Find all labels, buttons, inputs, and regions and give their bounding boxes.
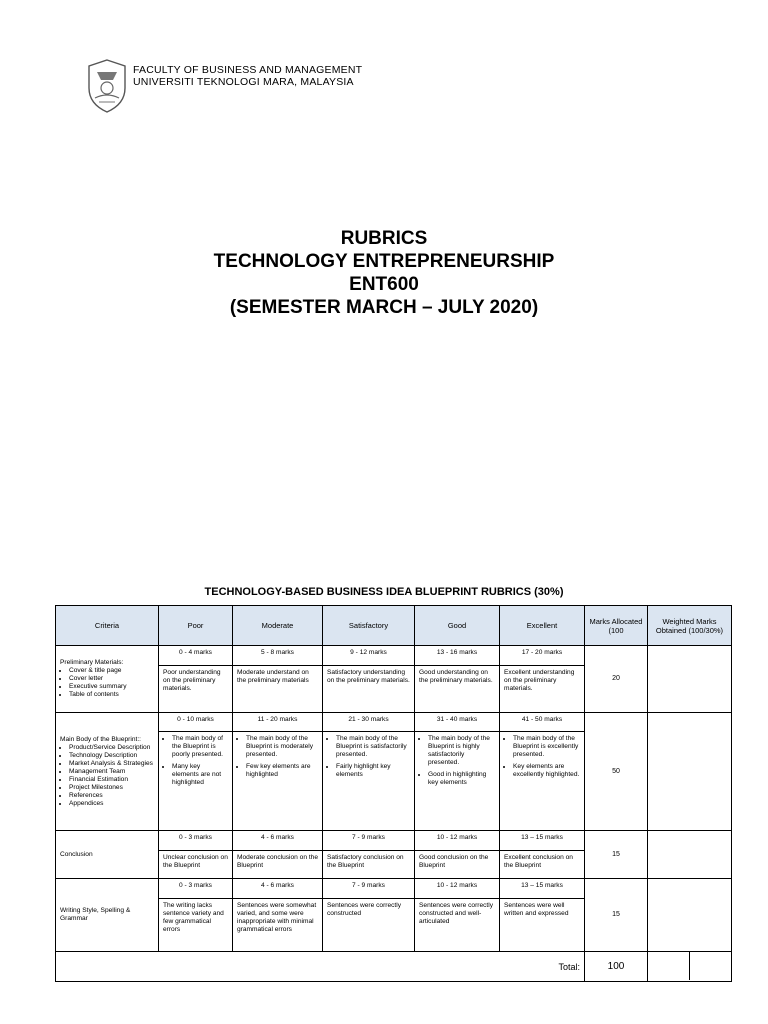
range-cell: 13 - 16 marks bbox=[415, 646, 500, 666]
criteria-main-body: Main Body of the Blueprint:: • Product/Service Description • Technology Description • Market Analysis & Strategies • Management Team • Financial Estimation • Project Milestones • References • Appendices bbox=[56, 713, 159, 831]
weighted-marks-cell bbox=[648, 713, 732, 831]
description-cell: The writing lacks sentence variety and few grammatical errors bbox=[159, 899, 233, 952]
total-value: 100 bbox=[585, 952, 648, 982]
rubric-table bbox=[55, 605, 732, 982]
criteria-writing-style: Writing Style, Spelling & Grammar bbox=[56, 879, 159, 952]
header-satisfactory: Satisfactory bbox=[323, 606, 415, 646]
header-poor: Poor bbox=[159, 606, 233, 646]
description-cell: • The main body of the Blueprint is highly satisfactorily presented. • Good in highlighting key elements bbox=[415, 732, 500, 831]
weighted-marks-cell bbox=[648, 831, 732, 879]
weighted-marks-cell bbox=[648, 646, 732, 713]
header-weighted-marks: Weighted Marks Obtained (100/30%) bbox=[648, 606, 732, 646]
description-cell: • The main body of the Blueprint is satisfactorily presented. • Fairly highlight key elements bbox=[323, 732, 415, 831]
marks-allocated: 20 bbox=[585, 646, 648, 713]
description-cell: Moderate understand on the preliminary materials bbox=[233, 666, 323, 713]
title-line-2: TECHNOLOGY ENTREPRENEURSHIP bbox=[213, 251, 555, 272]
range-cell: 5 - 8 marks bbox=[233, 646, 323, 666]
description-cell: Good understanding on the preliminary materials. bbox=[415, 666, 500, 713]
university-name: UNIVERSITI TEKNOLOGI MARA, MALAYSIA bbox=[133, 76, 354, 88]
description-cell: Moderate conclusion on the Blueprint bbox=[233, 851, 323, 879]
title-line-4: (SEMESTER MARCH – JULY 2020) bbox=[229, 297, 539, 318]
criteria-conclusion: Conclusion bbox=[56, 831, 159, 879]
range-cell: 41 - 50 marks bbox=[500, 713, 585, 732]
range-cell: 4 - 6 marks bbox=[233, 831, 323, 851]
marks-allocated: 50 bbox=[585, 713, 648, 831]
uitm-crest-icon bbox=[85, 58, 129, 114]
header-excellent: Excellent bbox=[500, 606, 585, 646]
range-cell: 7 - 9 marks bbox=[323, 879, 415, 899]
description-cell: Satisfactory understanding on the preliminary materials. bbox=[323, 666, 415, 713]
range-cell: 10 - 12 marks bbox=[415, 879, 500, 899]
description-cell: Satisfactory conclusion on the Blueprint bbox=[323, 851, 415, 879]
range-cell: 31 - 40 marks bbox=[415, 713, 500, 732]
description-cell: Excellent understanding on the preliminary materials. bbox=[500, 666, 585, 713]
total-weighted-cell bbox=[648, 952, 732, 982]
header-marks-allocated: Marks Allocated (100 bbox=[585, 606, 648, 646]
range-cell: 17 - 20 marks bbox=[500, 646, 585, 666]
description-cell: • The main body of the Blueprint is moderately presented. • Few key elements are highlighted bbox=[233, 732, 323, 831]
range-cell: 13 – 15 marks bbox=[500, 879, 585, 899]
range-cell: 13 – 15 marks bbox=[500, 831, 585, 851]
description-cell: Good conclusion on the Blueprint bbox=[415, 851, 500, 879]
range-cell: 0 - 3 marks bbox=[159, 831, 233, 851]
title-line-3: ENT600 bbox=[349, 274, 419, 295]
range-cell: 10 - 12 marks bbox=[415, 831, 500, 851]
weighted-marks-cell bbox=[648, 879, 732, 952]
description-cell: Sentences were correctly constructed and well-articulated bbox=[415, 899, 500, 952]
faculty-name: FACULTY OF BUSINESS AND MANAGEMENT bbox=[133, 64, 363, 76]
description-cell: Poor understanding on the preliminary materials. bbox=[159, 666, 233, 713]
range-cell: 0 - 3 marks bbox=[159, 879, 233, 899]
range-cell: 4 - 6 marks bbox=[233, 879, 323, 899]
description-cell: Unclear conclusion on the Blueprint bbox=[159, 851, 233, 879]
range-cell: 9 - 12 marks bbox=[323, 646, 415, 666]
range-cell: 0 - 4 marks bbox=[159, 646, 233, 666]
header-criteria: Criteria bbox=[56, 606, 159, 646]
description-cell: • The main body of the Blueprint is poorly presented. • Many key elements are not highlighted bbox=[159, 732, 233, 831]
range-cell: 0 - 10 marks bbox=[159, 713, 233, 732]
marks-allocated: 15 bbox=[585, 879, 648, 952]
document-title bbox=[0, 227, 768, 319]
description-cell: • The main body of the Blueprint is excellently presented. • Key elements are excellently highlighted. bbox=[500, 732, 585, 831]
total-weighted-right bbox=[690, 952, 731, 980]
title-line-1: RUBRICS bbox=[340, 228, 428, 249]
header-moderate: Moderate bbox=[233, 606, 323, 646]
marks-allocated: 15 bbox=[585, 831, 648, 879]
description-cell: Sentences were well written and expressed bbox=[500, 899, 585, 952]
header-good: Good bbox=[415, 606, 500, 646]
range-cell: 7 - 9 marks bbox=[323, 831, 415, 851]
criteria-preliminary: Preliminary Materials: • Cover & title page • Cover letter • Executive summary • Table of contents bbox=[56, 646, 159, 713]
description-cell: Sentences were somewhat varied, and some were inappropriate with minimal grammatical errors bbox=[233, 899, 323, 952]
description-cell: Excellent conclusion on the Blueprint bbox=[500, 851, 585, 879]
institution-header bbox=[133, 64, 362, 88]
description-cell: Sentences were correctly constructed bbox=[323, 899, 415, 952]
total-label: Total: bbox=[56, 952, 585, 982]
total-weighted-left bbox=[648, 952, 690, 980]
range-cell: 21 - 30 marks bbox=[323, 713, 415, 732]
range-cell: 11 - 20 marks bbox=[233, 713, 323, 732]
table-title: TECHNOLOGY-BASED BUSINESS IDEA BLUEPRINT RUBRICS (30%) bbox=[204, 586, 564, 598]
